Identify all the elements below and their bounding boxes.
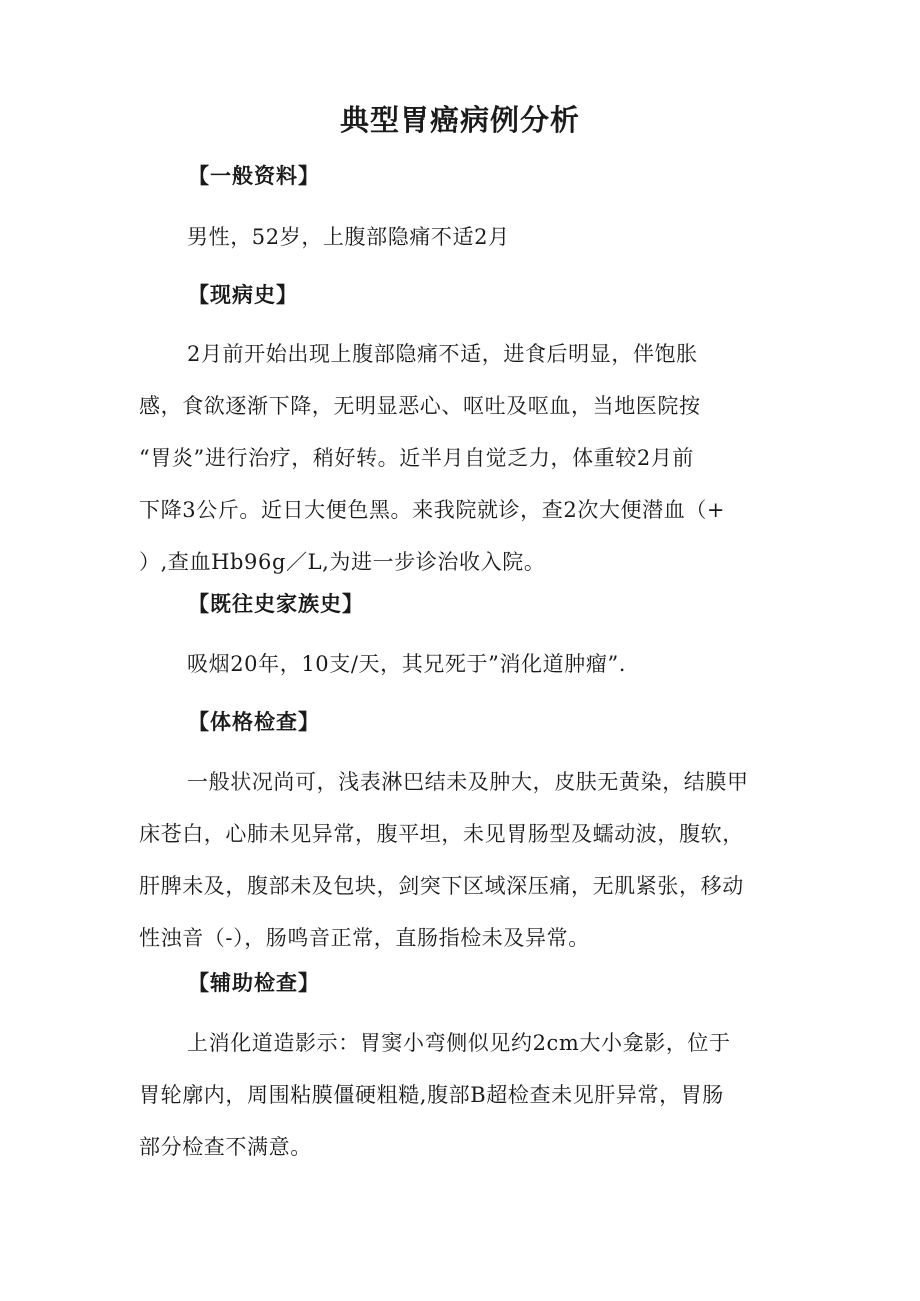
paragraph-line: 一般状况尚可，浅表淋巴结未及肿大，皮肤无黄染，结膜甲	[187, 770, 749, 794]
section-heading-auxiliary-exam: 【辅助检查】	[188, 970, 320, 995]
section-body-present-illness	[139, 328, 799, 588]
paragraph-line: 男性，52岁，上腹部隐痛不适2月	[187, 225, 510, 249]
paragraph-line: 2月前开始出现上腹部隐痛不适，进食后明显，伴饱胀	[187, 342, 698, 366]
paragraph-line: 胃轮廓内，周围粘膜僵硬粗糙,腹部B超检查未见肝异常，胃肠	[139, 1083, 724, 1107]
paragraph-line: 肝脾未及，腹部未及包块，剑突下区域深压痛，无肌紧张，移动	[139, 874, 744, 898]
paragraph-line: ）,查血Hb96g／L,为进一步诊治收入院。	[139, 550, 546, 574]
section-heading-general-info: 【一般资料】	[188, 163, 320, 188]
section-body-physical-exam	[139, 756, 799, 964]
paragraph-line: “胃炎”进行治疗，稍好转。近半月自觉乏力，体重较2月前	[139, 446, 695, 470]
section-body-history	[139, 638, 799, 690]
section-body-general-info	[139, 211, 799, 263]
section-heading-history: 【既往史家族史】	[188, 591, 364, 616]
paragraph-line: 感，食欲逐渐下降，无明显恶心、呕吐及呕血，当地医院按	[139, 394, 701, 418]
section-heading-present-illness: 【现病史】	[188, 282, 298, 307]
paragraph-line: 性浊音（-），肠鸣音正常，直肠指检未及异常。	[139, 926, 590, 950]
paragraph-line: 部分检查不满意。	[139, 1135, 312, 1159]
paragraph-line: 下降3公斤。近日大便色黑。来我院就诊，查2次大便潜血（+	[139, 498, 726, 522]
paragraph-line: 上消化道造影示：胃窦小弯侧似见约2cm大小龛影，位于	[187, 1031, 731, 1055]
section-body-auxiliary-exam	[139, 1017, 799, 1173]
paragraph-line: 吸烟20年，10支/天，其兄死于”消化道肿瘤”.	[187, 652, 627, 676]
paragraph-line: 床苍白，心肺未见异常，腹平坦，未见胃肠型及蠕动波，腹软，	[139, 822, 744, 846]
document-title: 典型胃癌病例分析	[339, 103, 580, 137]
section-heading-physical-exam: 【体格检查】	[188, 709, 320, 734]
